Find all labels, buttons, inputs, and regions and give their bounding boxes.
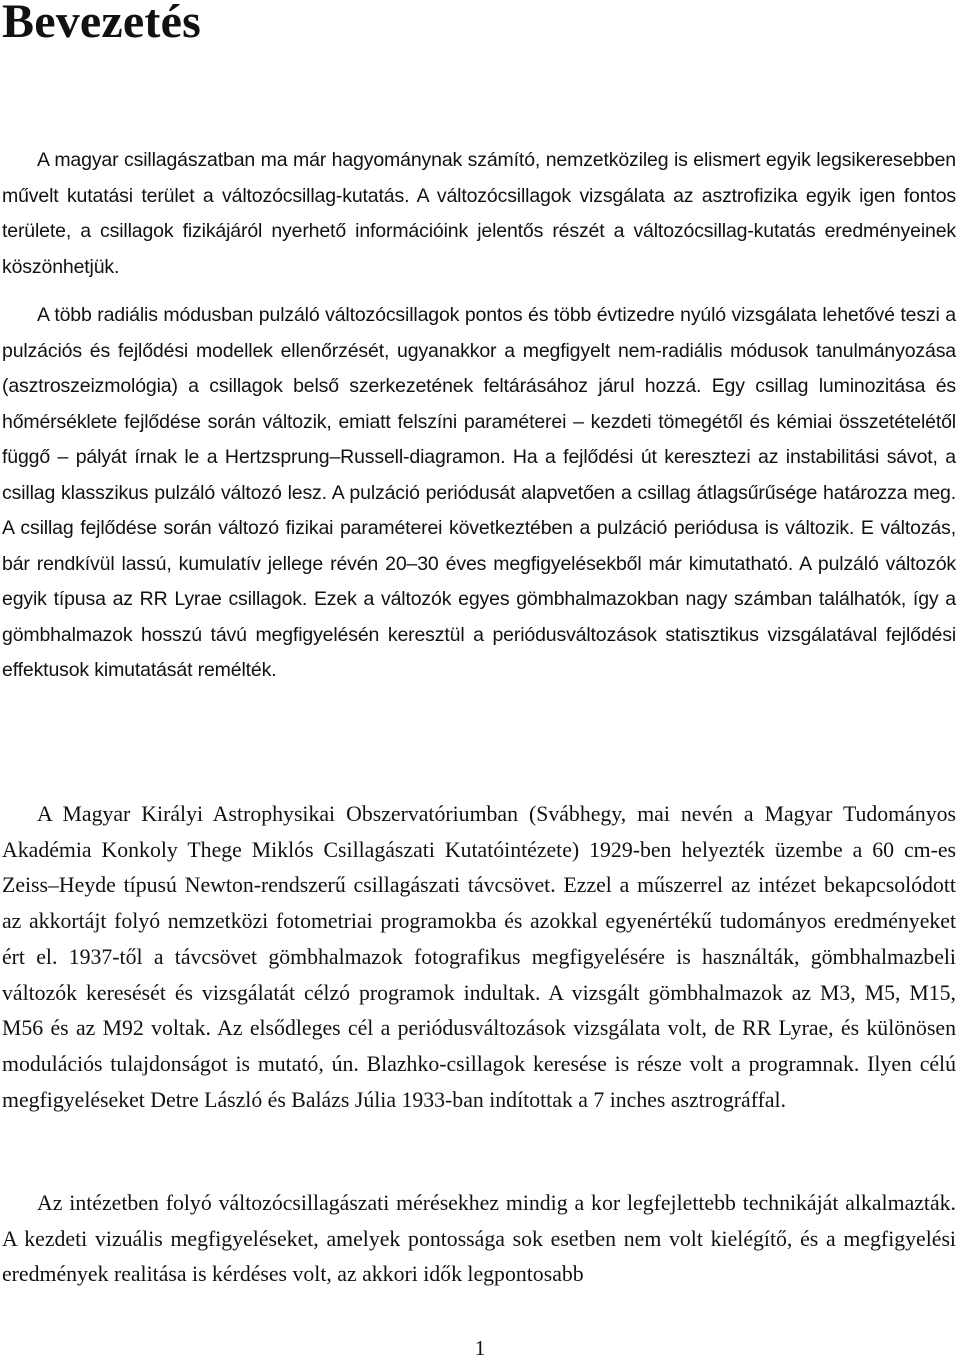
- page-number: 1: [474, 1336, 486, 1360]
- paragraph-observatory: A Magyar Királyi Astrophysikai Obszervatóriumban (Svábhegy, mai nevén a Magyar Tudományos Akadémia Konkoly Thege Miklós Csillagászati Kutatóintézete) 1929-ben helyezték üzembe a 60 cm-es Zeiss–Heyde típusú Newton-rendszerű csillagászati távcsövet. Ezzel a műszerrel az intézet bekapcsolódott az akkortájt folyó nemzetközi fotometriai programokba és azokkal egyenértékű tudományos eredményeket ért el. 1937-től a távcsövet gömbhalmazok fotografikus megfigyelésére is használták, gömbhalmazbeli változók keresését és vizsgálatát célzó programok indultak. A vizsgált gömbhalmazok az M3, M5, M15, M56 és az M92 voltak. Az elsődleges cél a periódusváltozások vizsgálata volt, de RR Lyrae, és különösen modulációs tulajdonságot is mutató, ún. Blazhko-csillagok keresése is része volt a programnak. Ilyen célú megfigyeléseket Detre László és Balázs Júlia 1933-ban indítottak a 7 inches asztrográffal.: [2, 802, 956, 1112]
- paragraph-techniques: Az intézetben folyó változócsillagászati mérésekhez mindig a kor legfejlettebb technikáját alkalmazták. A kezdeti vizuális megfigyeléseket, amelyek pontossága sok esetben nem volt kielégítő, és a megfigyelési eredmények realitása is kérdéses volt, az akkori idők legpontosabb: [2, 1191, 956, 1287]
- paragraph-intro: A magyar csillagászatban ma már hagyománynak számító, nemzetközileg is elismert egyik legsikeresebben művelt kutatási terület a változócsillag-kutatás. A változócsillagok vizsgálata az asztrofizika egyik igen fontos területe, a csillagok fizikájáról nyerhető információink jelentős részét a változócsillag-kutatás eredményeinek köszönhetjük.: [2, 149, 956, 278]
- paragraph-pulsation: A több radiális módusban pulzáló változócsillagok pontos és több évtizedre nyúló vizsgálata lehetővé teszi a pulzációs és fejlődési modellek ellenőrzését, ugyanakkor a megfigyelt nem-radiális módusok tanulmányozása (asztroszeizmológia) a csillagok belső szerkezetének feltárásához járul hozzá. Egy csillag luminozitása és hőmérséklete fejlődése során változik, emiatt felszíni paraméterei – kezdeti tömegétől és kémiai összetételétől függő – pályát írnak le a Hertzsprung–Russell-diagramon. Ha a fejlődési út keresztezi az instabilitási sávot, a csillag klasszikus pulzáló változó lesz. A pulzáció periódusát alapvetően a csillag átlagsűrűsége határozza meg. A csillag fejlődése során változó fizikai paraméterei következtében a pulzáció periódusa is változik. E változás, bár rendkívül lassú, kumulatív jellege révén 20–30 éves megfigyelésekből már kimutatható. A pulzáló változók egyik típusa az RR Lyrae csillagok. Ezek a változók egyes gömbhalmazokban nagy számban találhatók, így a gömbhalmazok hosszú távú megfigyelésén keresztül a periódusváltozások statisztikus vizsgálatával fejlődési effektusok kimutatását remélték.: [2, 304, 956, 681]
- chapter-title: Bevezetés: [2, 0, 202, 48]
